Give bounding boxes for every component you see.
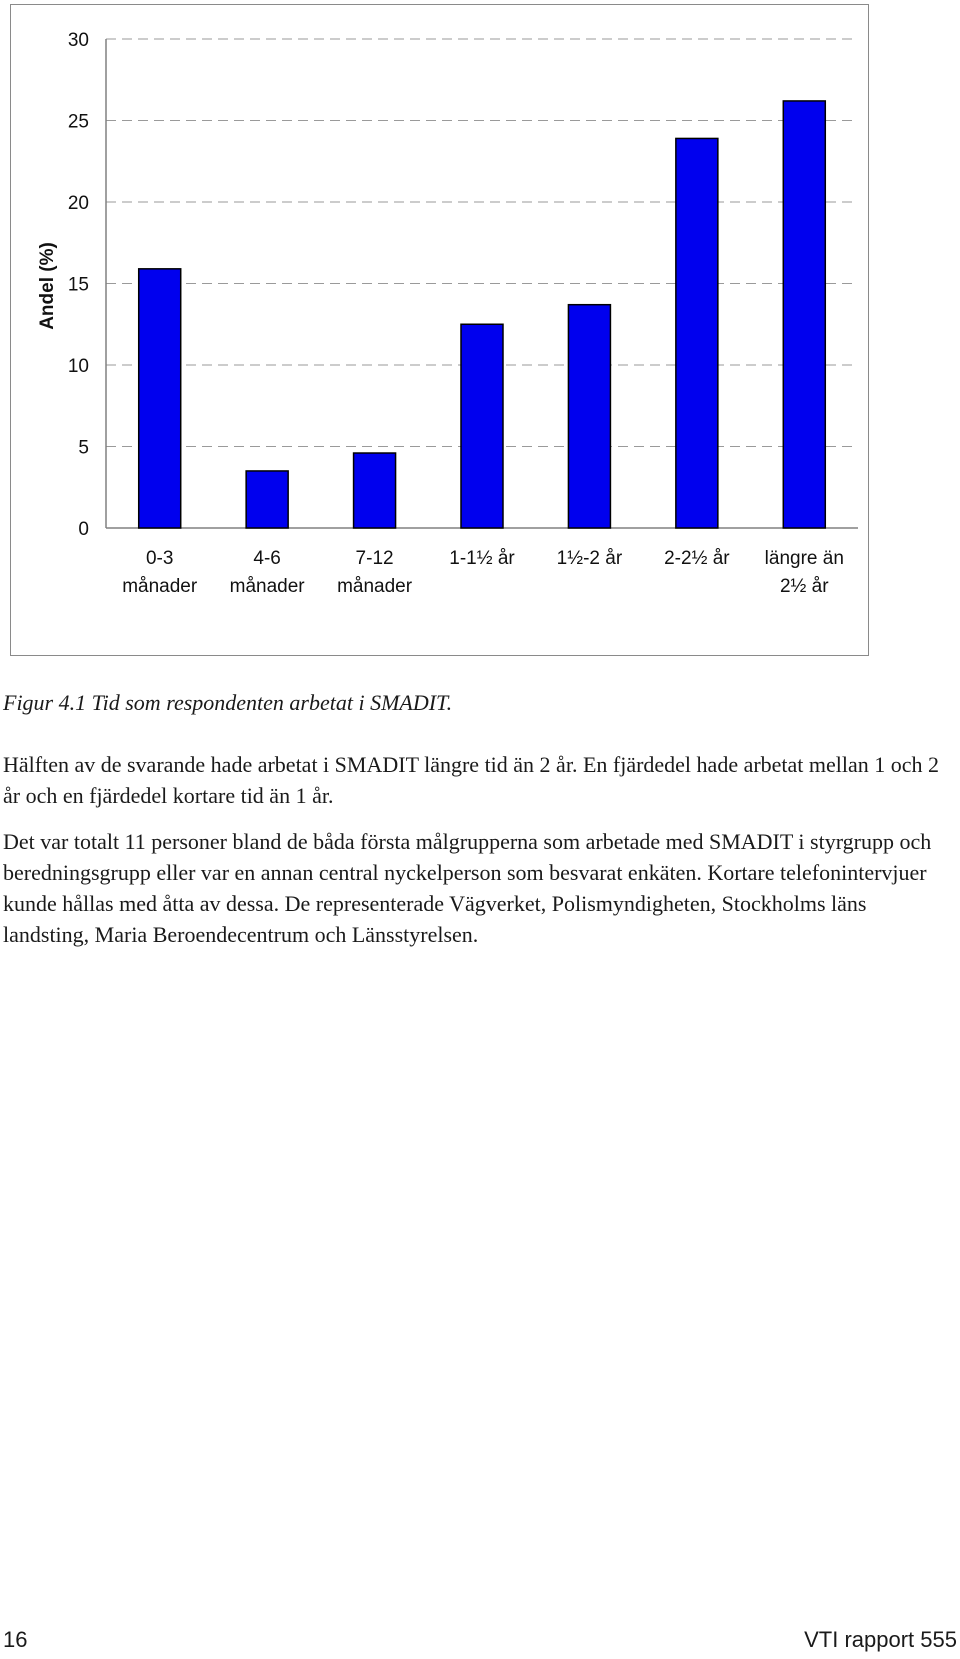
- x-tick-label: längre än: [764, 548, 844, 569]
- bar: [568, 305, 610, 528]
- bar: [461, 324, 503, 528]
- y-tick-label: 15: [67, 274, 89, 296]
- paragraph-2: Det var totalt 11 personer bland de båda första målgrupperna som arbetade med SMADIT i styrgrupp och beredningsgrupp eller var en annan central nyckelperson som besvarat enkäten. Kortare telefonintervjuer kunde hållas med åtta av dessa. De representerade Vägverket, Polismyndigheten, Stockholms läns landsting, Maria Beroendecentrum och Länsstyrelsen.: [3, 829, 932, 947]
- chart-canvas: [11, 5, 868, 655]
- bar: [354, 453, 396, 528]
- y-tick-label: 10: [67, 356, 89, 377]
- bar: [676, 138, 718, 528]
- y-tick-label: 0: [78, 519, 89, 540]
- x-tick-label: 1½-2 år: [556, 548, 623, 569]
- x-tick-label: månader: [337, 576, 413, 597]
- y-tick-label: 30: [67, 30, 89, 51]
- bar: [246, 471, 288, 528]
- y-tick-label: 20: [67, 193, 89, 214]
- x-tick-label: 1-1½ år: [449, 548, 515, 569]
- figure-caption: Figur 4.1 Tid som respondenten arbetat i SMADIT.: [3, 690, 453, 715]
- page-number: 16: [3, 1627, 28, 1652]
- x-tick-label: 7-12: [355, 548, 394, 569]
- bar: [139, 269, 181, 528]
- x-tick-label: 4-6: [253, 548, 281, 569]
- bar: [783, 101, 825, 528]
- bar-chart: [10, 4, 869, 656]
- x-tick-label: månader: [122, 576, 198, 597]
- y-tick-label: 5: [78, 437, 89, 459]
- x-tick-label: 2-2½ år: [664, 548, 730, 569]
- x-tick-label: 0-3: [145, 548, 174, 569]
- y-axis-label: Andel (%): [37, 242, 58, 330]
- report-name: VTI rapport 555: [804, 1627, 957, 1652]
- x-tick-label: 2½ år: [779, 576, 829, 597]
- paragraph-1: Hälften av de svarande hade arbetat i SMADIT längre tid än 2 år. En fjärdedel hade arbetat mellan 1 och 2 år och en fjärdedel kortare tid än 1 år.: [3, 752, 940, 808]
- x-tick-label: månader: [229, 576, 305, 597]
- y-tick-label: 25: [67, 111, 89, 133]
